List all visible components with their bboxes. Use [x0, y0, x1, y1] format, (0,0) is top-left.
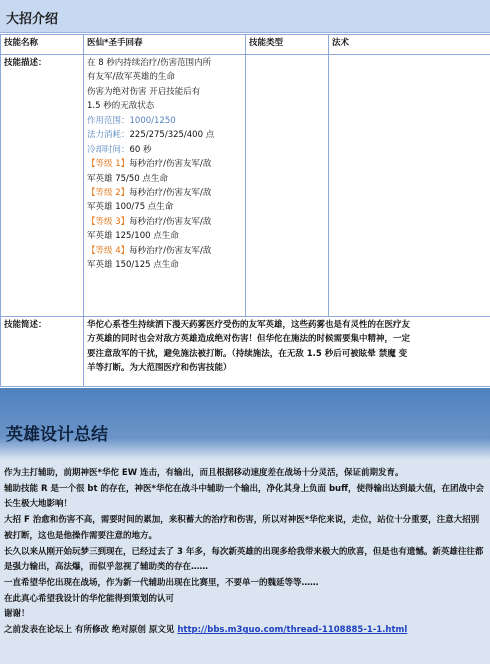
level-4-text: 每秒治疗/伤害友军/敌 [129, 245, 212, 256]
desc-line: 在 8 秒内持续治疗/伤害范围内所 [87, 58, 212, 68]
cooldown-line [87, 143, 242, 157]
level-4-tag: 【等级 4】 [87, 245, 130, 256]
level-4-line1 [87, 244, 242, 258]
summary-body [4, 466, 486, 639]
source-link[interactable]: http://bbs.m3guo.com/thread-1108885-1-1.html [177, 625, 408, 636]
summary-footer [4, 623, 486, 639]
brief-label: 技能简述： [1, 317, 84, 387]
brief-line: 方英雄的同时也会对敌方英雄造成绝对伤害！但华佗在施法的时候需要集中精神，一定 [87, 334, 411, 345]
footer-text: 之前发表在论坛上 有所修改 绝对原创 原文见 [4, 625, 175, 636]
range-value: 1000/1250 [129, 115, 176, 126]
level-3-line1 [87, 215, 242, 229]
level-1-line1 [87, 157, 242, 171]
empty-cell [246, 55, 329, 317]
desc-cell [84, 55, 246, 317]
summary-paragraph: 长久以来从刚开始玩梦三到现在，已经过去了 3 年多，每次新英雄的出现多给我带来极大的欣喜，但是也有遗憾。新英雄往往都是强力输出，高法爆，而似乎忽视了辅助类的存在…… [4, 546, 484, 573]
section-header [0, 0, 490, 33]
empty-cell [329, 55, 490, 317]
section-title: 大招介绍 [6, 12, 59, 27]
desc-line: 1.5 秒的无敌状态 [87, 101, 155, 112]
desc-label: 技能描述： [1, 55, 84, 317]
header-skill-name-label: 技能名称 [1, 35, 84, 55]
summary-paragraph: 辅助技能 R 是一个很 bt 的存在，神医*华佗在战斗中辅助一个输出，净化其身上负面 buff，使得输出达到最大值，在团战中会长生极大地影响！ [4, 483, 484, 510]
summary-paragraph: 作为主打辅助，前期神医*华佗 EW 连击，有输出，而且根据移动速度差在战场十分灵活，保证前期发育。 [4, 468, 404, 478]
mana-label: 法力消耗： [87, 130, 130, 141]
summary-title: 英雄设计总结 [6, 425, 108, 445]
level-1-line2: 军英雄 75/50 点生命 [87, 173, 168, 184]
range-label: 作用范围： [87, 115, 130, 126]
level-2-line2: 军英雄 100/75 点生命 [87, 202, 174, 213]
cooldown-value: 60 秒 [129, 144, 152, 155]
summary-paragraph: 一直希望华佗出现在战场，作为新一代辅助出现在比赛里，不要单一的魏延等等…… [4, 578, 319, 589]
level-3-tag: 【等级 3】 [87, 216, 130, 227]
level-3-line2: 军英雄 125/100 点生命 [87, 231, 179, 242]
summary-paragraph: 大招 F 治愈和伤害不高，需要时间的累加，来积蓄大的治疗和伤害，所以对神医*华佗来说，走位，站位十分重要，注意大招别被打断，这也是他操作需要注意的地方。 [4, 515, 480, 541]
brief-cell [84, 317, 490, 387]
summary-paragraph: 在此真心希望我设计的华佗能得到策划的认可 [4, 593, 175, 604]
desc-line: 伤害为绝对伤害 开启技能后有 [87, 86, 201, 97]
summary-paragraph: 谢谢！ [4, 609, 30, 620]
brief-line: 华佗心系苍生持续洒下漫天药雾医疗受伤的友军英雄，这些药雾也是有灵性的在医疗友 [87, 320, 411, 330]
level-1-text: 每秒治疗/伤害友军/敌 [129, 159, 212, 170]
range-line [87, 114, 242, 128]
level-2-text: 每秒治疗/伤害友军/敌 [129, 187, 212, 198]
header-skill-type-label: 技能类型 [246, 35, 329, 55]
skill-table [0, 34, 490, 387]
level-1-tag: 【等级 1】 [87, 159, 130, 170]
desc-line: 有友军/敌军英雄的生命 [87, 72, 175, 83]
brief-row [1, 317, 490, 387]
level-2-tag: 【等级 2】 [87, 187, 130, 198]
level-4-line2: 军英雄 150/125 点生命 [87, 260, 179, 271]
summary-section [0, 388, 490, 664]
mana-value: 225/275/325/400 点 [129, 130, 215, 141]
mana-line [87, 128, 242, 142]
brief-line: 羊等打断。为大范围医疗和伤害技能） [87, 363, 232, 374]
desc-row [1, 55, 490, 317]
level-3-text: 每秒治疗/伤害友军/敌 [129, 216, 212, 227]
header-skill-name-value: 医仙*圣手回春 [84, 35, 246, 55]
cooldown-label: 冷却时间： [87, 144, 130, 155]
brief-line: 要注意敌军的干扰，避免施法被打断。（持续施法，在无敌 1.5 秒后可被眩晕 禁魔 变 [87, 348, 408, 359]
level-2-line1 [87, 186, 242, 200]
header-skill-type-value: 法术 [329, 35, 490, 55]
table-header-row [1, 35, 490, 55]
